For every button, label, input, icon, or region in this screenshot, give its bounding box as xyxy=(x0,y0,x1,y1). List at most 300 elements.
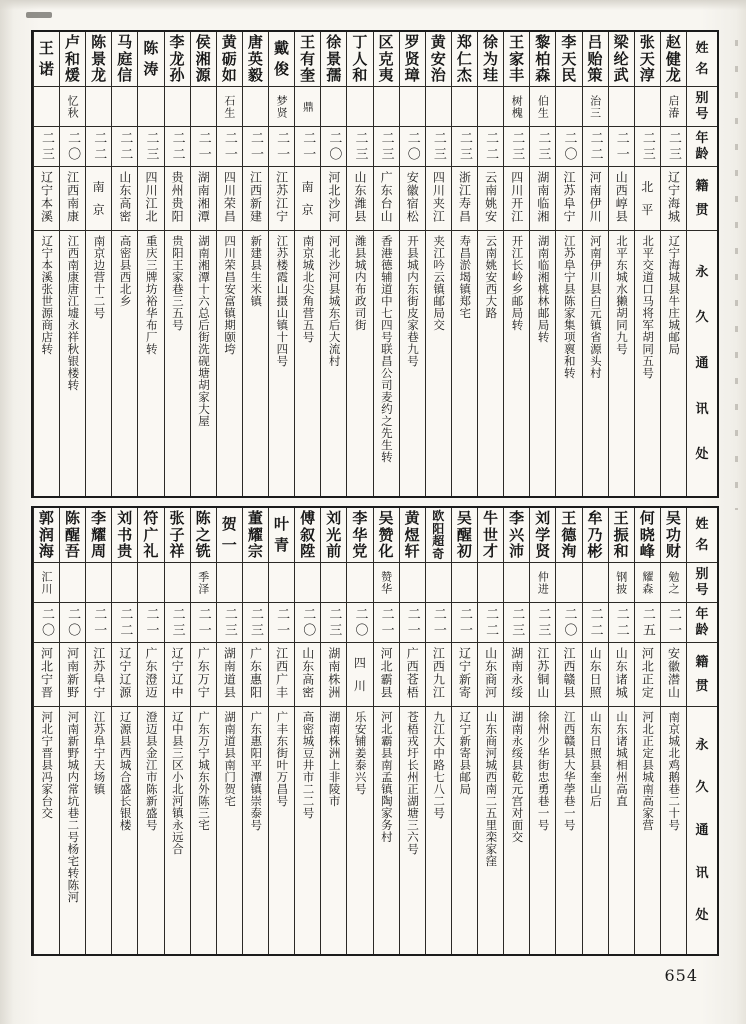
alias-cell xyxy=(86,87,111,127)
alias-cell: 耀森 xyxy=(635,563,660,603)
alias-cell xyxy=(452,563,477,603)
address-cell: 苍梧戎圩长州正湖塘三六号 xyxy=(405,711,420,855)
age-cell: 二三 xyxy=(661,127,686,167)
name-cell: 陈 醒 吾 xyxy=(60,508,85,563)
entry-column xyxy=(555,32,581,496)
name-cell: 李 兴 沛 xyxy=(504,508,529,563)
name-cell: 符 广 礼 xyxy=(138,508,163,563)
name-cell: 丁 人 和 xyxy=(347,32,372,87)
header-native: 籍 贯 xyxy=(687,643,717,707)
native-place-cell: 四川江北 xyxy=(138,167,163,231)
header-alias: 别 号 xyxy=(687,87,717,127)
native-place-cell: 广西苍梧 xyxy=(400,643,425,707)
native-place-cell: 山东高密 xyxy=(295,643,320,707)
name-cell: 马 庭 信 xyxy=(112,32,137,87)
native-place-cell: 湖南湘潭 xyxy=(191,167,216,231)
age-cell: 二〇 xyxy=(556,127,581,167)
alias-cell xyxy=(609,87,634,127)
age-cell: 二〇 xyxy=(556,603,581,643)
alias-cell xyxy=(217,563,242,603)
age-cell: 二一 xyxy=(86,603,111,643)
name-cell: 罗 贤 璋 xyxy=(400,32,425,87)
name-cell: 王 有 奎 xyxy=(295,32,320,87)
native-place-cell: 云南姚安 xyxy=(478,167,503,231)
entry-column xyxy=(85,32,111,496)
age-cell: 二三 xyxy=(321,603,346,643)
address-cell: 南京城北鸡鹅巷二十号 xyxy=(667,711,682,831)
alias-cell xyxy=(583,563,608,603)
address-cell: 湖南湘潭十六总后街洗砚塘胡家大屋 xyxy=(196,235,211,427)
alias-cell xyxy=(426,563,451,603)
native-place-cell: 江苏阜宁 xyxy=(86,643,111,707)
address-cell: 辽宁海城县牛庄城邮局 xyxy=(667,235,682,355)
name-cell: 徐 景 孺 xyxy=(321,32,346,87)
header-name: 姓 名 xyxy=(687,508,717,563)
address-cell: 重庆三牌坊裕华布厂转 xyxy=(144,235,159,355)
alias-cell xyxy=(138,87,163,127)
header-address: 永 久 通 讯 处 xyxy=(695,737,709,924)
alias-cell xyxy=(60,563,85,603)
entry-column xyxy=(190,32,216,496)
native-place-cell: 辽宁海城 xyxy=(661,167,686,231)
address-cell: 开江长岭乡邮局转 xyxy=(510,235,525,331)
age-cell: 二一 xyxy=(295,127,320,167)
native-place-cell: 浙江寿昌 xyxy=(452,167,477,231)
age-cell: 二一 xyxy=(217,127,242,167)
native-place-cell: 贵州贵阳 xyxy=(165,167,190,231)
name-cell: 黄 安 治 xyxy=(426,32,451,87)
name-cell: 牛 世 才 xyxy=(478,508,503,563)
entry-column xyxy=(111,508,137,954)
alias-cell: 梦贤 xyxy=(269,87,294,127)
entry-column xyxy=(294,508,320,954)
age-cell: 二一 xyxy=(243,127,268,167)
entry-column xyxy=(164,32,190,496)
name-cell: 李 龙 孙 xyxy=(165,32,190,87)
name-cell: 吕 贻 策 xyxy=(583,32,608,87)
name-cell: 李 耀 周 xyxy=(86,508,111,563)
address-cell: 广东万宁城东外陈三宅 xyxy=(196,711,211,831)
entry-column xyxy=(33,508,59,954)
native-place-cell: 江西赣县 xyxy=(556,643,581,707)
address-cell: 辽中县三区小北河镇永远合 xyxy=(170,711,185,855)
entry-column xyxy=(59,32,85,496)
name-cell: 郑 仁 杰 xyxy=(452,32,477,87)
alias-cell xyxy=(556,87,581,127)
scan-artifact-right-margin xyxy=(735,40,738,510)
entry-column xyxy=(399,32,425,496)
native-place-cell: 山东商河 xyxy=(478,643,503,707)
native-place-cell: 山东诸城 xyxy=(609,643,634,707)
native-place-cell: 江西南康 xyxy=(60,167,85,231)
address-cell: 山东商河城西南二五里栾家窪 xyxy=(484,711,499,867)
address-cell: 江西赣县大华荸巷一号 xyxy=(562,711,577,831)
alias-cell xyxy=(112,563,137,603)
age-cell: 二〇 xyxy=(295,603,320,643)
address-cell: 云南姚安西大路 xyxy=(484,235,499,319)
header-alias: 别 号 xyxy=(687,563,717,603)
address-cell: 北平东城水獭胡同九号 xyxy=(614,235,629,355)
address-cell: 广东惠阳平潭镇崇泰号 xyxy=(249,711,264,831)
age-cell: 二二 xyxy=(583,603,608,643)
name-cell: 叶 青 xyxy=(269,508,294,563)
name-cell: 徐 为 珪 xyxy=(478,32,503,87)
native-place-cell: 山东高密 xyxy=(112,167,137,231)
entry-column xyxy=(608,508,634,954)
native-place-cell: 辽宁本溪 xyxy=(34,167,59,231)
address-cell: 南京边营十二号 xyxy=(92,235,107,319)
native-place-cell: 河南新野 xyxy=(60,643,85,707)
address-cell: 香港德辅道中七四号联昌公司麦约之先生转 xyxy=(379,235,394,463)
header-age: 年 龄 xyxy=(687,127,717,167)
address-cell: 江苏阜宁天场镇 xyxy=(92,711,107,795)
alias-cell xyxy=(374,87,399,127)
header-native: 籍 贯 xyxy=(687,167,717,231)
name-cell: 黄 煜 轩 xyxy=(400,508,425,563)
native-place-cell: 河南伊川 xyxy=(583,167,608,231)
alias-cell xyxy=(295,563,320,603)
name-cell: 唐 英 毅 xyxy=(243,32,268,87)
age-cell: 二〇 xyxy=(60,603,85,643)
native-place-cell: 江西广丰 xyxy=(269,643,294,707)
age-cell: 二一 xyxy=(426,603,451,643)
alias-cell xyxy=(504,563,529,603)
alias-cell: 树槐 xyxy=(504,87,529,127)
age-cell: 二一 xyxy=(661,603,686,643)
entry-column xyxy=(320,32,346,496)
scan-smudge xyxy=(26,12,52,18)
name-cell: 陈 涛 xyxy=(138,32,163,87)
native-place-cell: 四 川 xyxy=(347,643,372,707)
age-cell: 二二 xyxy=(86,127,111,167)
entry-column xyxy=(608,32,634,496)
name-cell: 张 天 淳 xyxy=(635,32,660,87)
age-cell: 二一 xyxy=(269,603,294,643)
age-cell: 二一 xyxy=(138,603,163,643)
alias-cell xyxy=(269,563,294,603)
entry-column xyxy=(268,508,294,954)
age-cell: 二〇 xyxy=(347,603,372,643)
native-place-cell: 湖南道县 xyxy=(217,643,242,707)
name-cell: 李 华 党 xyxy=(347,508,372,563)
alias-cell xyxy=(165,563,190,603)
alias-cell: 钢披 xyxy=(609,563,634,603)
alias-cell xyxy=(400,87,425,127)
native-place-cell: 山东日照 xyxy=(583,643,608,707)
alias-cell: 勉之 xyxy=(661,563,686,603)
age-cell: 二一 xyxy=(191,603,216,643)
address-cell: 河南伊川县白元镇省源头村 xyxy=(588,235,603,379)
address-cell: 高密城豆井市二二号 xyxy=(301,711,316,819)
age-cell: 二一 xyxy=(191,127,216,167)
age-cell: 二〇 xyxy=(34,603,59,643)
age-cell: 二二 xyxy=(112,127,137,167)
native-place-cell: 广东澄迈 xyxy=(138,643,163,707)
entry-column xyxy=(477,32,503,496)
age-cell: 二三 xyxy=(504,603,529,643)
name-cell: 卢 和 煖 xyxy=(60,32,85,87)
address-cell: 河北霸县南孟镇陶家务村 xyxy=(379,711,394,843)
alias-cell xyxy=(321,87,346,127)
address-cell: 南京城北尖角营五号 xyxy=(301,235,316,343)
entry-column xyxy=(503,32,529,496)
age-cell: 二三 xyxy=(530,127,555,167)
native-place-cell: 广东万宁 xyxy=(191,643,216,707)
alias-cell xyxy=(556,563,581,603)
address-cell: 徐州少华街忠勇巷一号 xyxy=(536,711,551,831)
age-cell: 二三 xyxy=(34,127,59,167)
entry-column xyxy=(477,508,503,954)
alias-cell: 仲进 xyxy=(530,563,555,603)
alias-cell: 治三 xyxy=(583,87,608,127)
native-place-cell: 安徽宿松 xyxy=(400,167,425,231)
directory-table-bottom xyxy=(31,506,719,956)
alias-cell xyxy=(86,563,111,603)
entry-column xyxy=(529,508,555,954)
age-cell: 二三 xyxy=(374,127,399,167)
age-cell: 二二 xyxy=(112,603,137,643)
age-cell: 二一 xyxy=(374,603,399,643)
entry-column xyxy=(503,508,529,954)
name-cell: 王 振 和 xyxy=(609,508,634,563)
alias-cell xyxy=(138,563,163,603)
address-cell: 河北沙河县城东后大流村 xyxy=(327,235,342,367)
age-cell: 二〇 xyxy=(60,127,85,167)
entry-column xyxy=(634,32,660,496)
alias-cell: 赞华 xyxy=(374,563,399,603)
age-cell: 二一 xyxy=(452,603,477,643)
address-cell: 湖南临湘桃林邮局转 xyxy=(536,235,551,343)
address-cell: 贵阳王家巷三五号 xyxy=(170,235,185,331)
native-place-cell: 江西九江 xyxy=(426,643,451,707)
alias-cell: 石生 xyxy=(217,87,242,127)
age-cell: 二三 xyxy=(504,127,529,167)
address-cell: 新建县生米镇 xyxy=(249,235,264,307)
name-cell: 张 子 祥 xyxy=(165,508,190,563)
entry-column xyxy=(346,508,372,954)
alias-cell: 季泽 xyxy=(191,563,216,603)
alias-cell xyxy=(400,563,425,603)
entry-column xyxy=(216,32,242,496)
native-place-cell: 辽宁新寄 xyxy=(452,643,477,707)
name-cell: 陈 之 铣 xyxy=(191,508,216,563)
entry-column xyxy=(137,32,163,496)
alias-cell xyxy=(426,87,451,127)
entry-column xyxy=(660,508,686,954)
age-cell: 二三 xyxy=(165,603,190,643)
name-cell: 刘 学 贤 xyxy=(530,508,555,563)
alias-cell: 启湷 xyxy=(661,87,686,127)
name-cell: 王 德 洵 xyxy=(556,508,581,563)
header-column xyxy=(686,508,717,954)
native-place-cell: 江苏江宁 xyxy=(269,167,294,231)
alias-cell xyxy=(34,87,59,127)
name-cell: 傅 叙 陞 xyxy=(295,508,320,563)
name-cell: 刘 书 贵 xyxy=(112,508,137,563)
native-place-cell: 广东惠阳 xyxy=(243,643,268,707)
age-cell: 二二 xyxy=(478,603,503,643)
native-place-cell: 北 平 xyxy=(635,167,660,231)
name-cell: 吴 功 财 xyxy=(661,508,686,563)
header-age: 年 龄 xyxy=(687,603,717,643)
alias-cell xyxy=(243,563,268,603)
alias-cell: 鼎 xyxy=(295,87,320,127)
entry-column xyxy=(373,508,399,954)
entry-column xyxy=(59,508,85,954)
address-cell: 澄迈县金江市陈新盛号 xyxy=(144,711,159,831)
address-cell: 乐安铺姜泰兴号 xyxy=(353,711,368,795)
name-cell: 郭 润 海 xyxy=(34,508,59,563)
address-cell: 辽源县西城合盛长银楼 xyxy=(118,711,133,831)
entry-column xyxy=(346,32,372,496)
age-cell: 二二 xyxy=(478,127,503,167)
entry-column xyxy=(451,32,477,496)
native-place-cell: 辽宁辽源 xyxy=(112,643,137,707)
alias-cell: 忆秋 xyxy=(60,87,85,127)
age-cell: 二二 xyxy=(583,127,608,167)
entry-column xyxy=(634,508,660,954)
native-place-cell: 河北宁晋 xyxy=(34,643,59,707)
age-cell: 二二 xyxy=(165,127,190,167)
name-cell: 董 耀 宗 xyxy=(243,508,268,563)
address-cell: 江苏楼霞山摄山镇十四号 xyxy=(275,235,290,367)
address-cell: 山东日照县奎山后 xyxy=(588,711,603,807)
page-number: 654 xyxy=(664,966,698,985)
age-cell: 二三 xyxy=(217,603,242,643)
alias-cell xyxy=(478,87,503,127)
native-place-cell: 广东台山 xyxy=(374,167,399,231)
address-cell: 四川荣昌安富镇期颐垮 xyxy=(223,235,238,355)
age-cell: 二五 xyxy=(635,603,660,643)
address-cell: 江苏阜宁县陈家集项褱和转 xyxy=(562,235,577,379)
alias-cell xyxy=(478,563,503,603)
name-cell: 欧 阳 超 奇 xyxy=(426,508,451,563)
address-cell: 河南新野城内常坑巷二号杨宅转陈河 xyxy=(66,711,81,903)
name-cell: 戴 俊 xyxy=(269,32,294,87)
native-place-cell: 山东潍县 xyxy=(347,167,372,231)
age-cell: 二一 xyxy=(400,603,425,643)
address-cell: 湖南株洲上非陵市 xyxy=(327,711,342,807)
entry-column xyxy=(242,32,268,496)
age-cell: 二〇 xyxy=(400,127,425,167)
age-cell: 二三 xyxy=(426,127,451,167)
native-place-cell: 四川开江 xyxy=(504,167,529,231)
age-cell: 二三 xyxy=(452,127,477,167)
name-cell: 赵 健 龙 xyxy=(661,32,686,87)
entry-column xyxy=(399,508,425,954)
alias-cell xyxy=(191,87,216,127)
address-cell: 江西南康唐江墟永祥秋银楼转 xyxy=(66,235,81,391)
header-address: 永 久 通 讯 处 xyxy=(695,264,709,463)
native-place-cell: 南 京 xyxy=(86,167,111,231)
directory-table-top xyxy=(31,30,719,498)
entry-column xyxy=(425,32,451,496)
name-cell: 黄 砺 如 xyxy=(217,32,242,87)
age-cell: 二一 xyxy=(269,127,294,167)
native-place-cell: 山西崞县 xyxy=(609,167,634,231)
address-cell: 北平交道口马将军胡同五号 xyxy=(641,235,656,379)
header-column xyxy=(686,32,717,496)
alias-cell xyxy=(635,87,660,127)
name-cell: 区 克 夷 xyxy=(374,32,399,87)
age-cell: 二三 xyxy=(530,603,555,643)
alias-cell xyxy=(112,87,137,127)
alias-cell xyxy=(452,87,477,127)
address-cell: 夹江吟云镇邮局交 xyxy=(432,235,447,331)
native-place-cell: 南 京 xyxy=(295,167,320,231)
name-cell: 刘 光 前 xyxy=(321,508,346,563)
address-cell: 广丰东街叶万昌号 xyxy=(275,711,290,807)
name-cell: 吴 赞 化 xyxy=(374,508,399,563)
age-cell: 二三 xyxy=(635,127,660,167)
age-cell: 二二 xyxy=(609,603,634,643)
native-place-cell: 江苏阜宁 xyxy=(556,167,581,231)
alias-cell xyxy=(347,563,372,603)
name-cell: 陈 景 龙 xyxy=(86,32,111,87)
address-cell: 辽宁新寄县邮局 xyxy=(458,711,473,795)
entry-column xyxy=(268,32,294,496)
alias-cell xyxy=(321,563,346,603)
age-cell: 二三 xyxy=(243,603,268,643)
alias-cell xyxy=(347,87,372,127)
name-cell: 王 家 丰 xyxy=(504,32,529,87)
header-name: 姓 名 xyxy=(687,32,717,87)
entry-column xyxy=(216,508,242,954)
native-place-cell: 湖南株洲 xyxy=(321,643,346,707)
native-place-cell: 江苏铜山 xyxy=(530,643,555,707)
native-place-cell: 河北正定 xyxy=(635,643,660,707)
alias-cell xyxy=(165,87,190,127)
address-cell: 山东诸城相州高直 xyxy=(614,711,629,807)
address-cell: 高密县西北乡 xyxy=(118,235,133,307)
entry-column xyxy=(529,32,555,496)
age-cell: 二一 xyxy=(609,127,634,167)
name-cell: 李 天 民 xyxy=(556,32,581,87)
native-place-cell: 四川荣昌 xyxy=(217,167,242,231)
native-place-cell: 四川夹江 xyxy=(426,167,451,231)
age-cell: 二〇 xyxy=(321,127,346,167)
entry-column xyxy=(85,508,111,954)
alias-cell: 汇川 xyxy=(34,563,59,603)
native-place-cell: 河北沙河 xyxy=(321,167,346,231)
entry-column xyxy=(555,508,581,954)
name-cell: 吴 醒 初 xyxy=(452,508,477,563)
address-cell: 河北宁晋县冯家台交 xyxy=(40,711,55,819)
address-cell: 九江大中路七八二号 xyxy=(432,711,447,819)
scan-edge-shadow-top xyxy=(0,0,746,10)
entry-column xyxy=(294,32,320,496)
entry-column xyxy=(582,508,608,954)
entry-column xyxy=(373,32,399,496)
name-cell: 黎 柏 森 xyxy=(530,32,555,87)
entry-column xyxy=(137,508,163,954)
native-place-cell: 湖南临湘 xyxy=(530,167,555,231)
address-cell: 寿昌淤堨镇郑宅 xyxy=(458,235,473,319)
entry-column xyxy=(33,32,59,496)
entry-column xyxy=(451,508,477,954)
native-place-cell: 辽宁辽中 xyxy=(165,643,190,707)
address-cell: 河北正定县城南高家营 xyxy=(641,711,656,831)
entry-column xyxy=(242,508,268,954)
age-cell: 二三 xyxy=(347,127,372,167)
entry-column xyxy=(111,32,137,496)
entry-column xyxy=(582,32,608,496)
address-cell: 辽宁本溪张世源商店转 xyxy=(40,235,55,355)
entry-column xyxy=(660,32,686,496)
entry-column xyxy=(320,508,346,954)
alias-cell xyxy=(243,87,268,127)
entry-column xyxy=(190,508,216,954)
